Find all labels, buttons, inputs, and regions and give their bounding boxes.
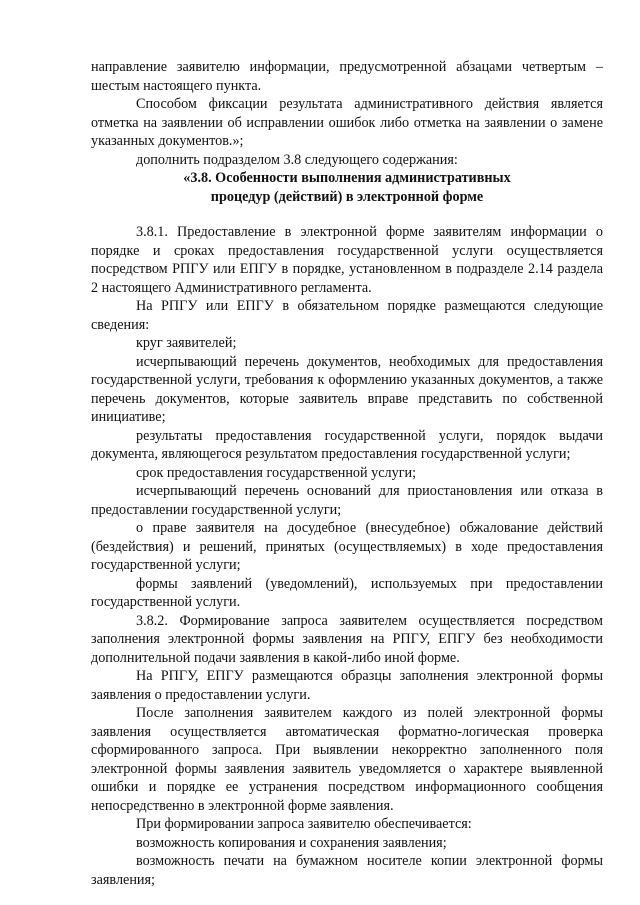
list-item-results: результаты предоставления государственной услуги, порядок выдачи документа, являющегося результатом предоставления государственной услуги; (91, 427, 603, 462)
heading-spacer (91, 206, 603, 223)
paragraph-3-8-1: 3.8.1. Предоставление в электронной форме заявителям информации о порядке и сроках предоставления государственной услуги осуществляется посредством РПГУ или ЕПГУ в порядке, установленном в подразделе 2.14 раздела 2 настоящего Административного регламента. (91, 224, 603, 296)
paragraph-fixation-method: Способом фиксации результата административного действия является отметка на заявлении об исправлении ошибок либо отметка на заявлении о замене указанных документов.»; (91, 96, 603, 149)
paragraph-info-placement: На РПГУ или ЕПГУ в обязательном порядке размещаются следующие сведения: (91, 298, 603, 333)
list-item-documents: исчерпывающий перечень документов, необходимых для предоставления государственной услуги, требования к оформлению указанных документов, а также перечень документов, которые заявитель вправе представить по собственной инициативе; (91, 353, 603, 425)
list-item-refusal-grounds: исчерпывающий перечень оснований для приостановления или отказа в предоставлении государственной услуги; (91, 483, 603, 518)
section-heading-line-1: «3.8. Особенности выполнения административных (183, 170, 511, 186)
document-page (91, 58, 603, 889)
list-item-term: срок предоставления государственной услуги; (136, 464, 417, 481)
list-item-appeal-right: о праве заявителя на досудебное (внесудебное) обжалование действий (бездействия) и решений, принятых (осуществляемых) в ходе предоставления государственной услуги; (91, 520, 603, 573)
list-item-applicants: круг заявителей; (136, 335, 237, 351)
paragraph-validation: После заполнения заявителем каждого из полей электронной формы заявления осуществляется автоматическая форматно-логическая проверка сформированного запроса. При выявлении некорректно заполненного поля электронной формы заявления заявитель уведомляется о характере выявленной ошибки и порядке ее устранения посредством информационного сообщения непосредственно в электронной форме заявления. (91, 705, 603, 814)
paragraph-provided-capabilities: При формировании запроса заявителю обеспечивается: (136, 816, 472, 832)
paragraph-3-8-2: 3.8.2. Формирование запроса заявителем осуществляется посредством заполнения электронной формы заявления на РПГУ, ЕПГУ без необходимости дополнительной подачи заявления в какой-либо иной форме. (91, 612, 603, 666)
list-item-print: возможность печати на бумажном носителе копии электронной формы заявления; (91, 853, 603, 888)
section-heading-line-2: процедур (действий) в электронной форме (210, 188, 484, 205)
list-item-copy-save: возможность копирования и сохранения заявления; (136, 834, 447, 851)
paragraph-amendment-intro: дополнить подразделом 3.8 следующего содержания: (136, 151, 458, 168)
paragraph-continuation: направление заявителю информации, предусмотренной абзацами четвертым – шестым настоящего пункта. (91, 59, 603, 94)
list-item-forms: формы заявлений (уведомлений), используемых при предоставлении государственной услуги. (91, 575, 603, 610)
paragraph-samples: На РПГУ, ЕПГУ размещаются образцы заполнения электронной формы заявления о предоставлении услуги. (91, 668, 603, 703)
